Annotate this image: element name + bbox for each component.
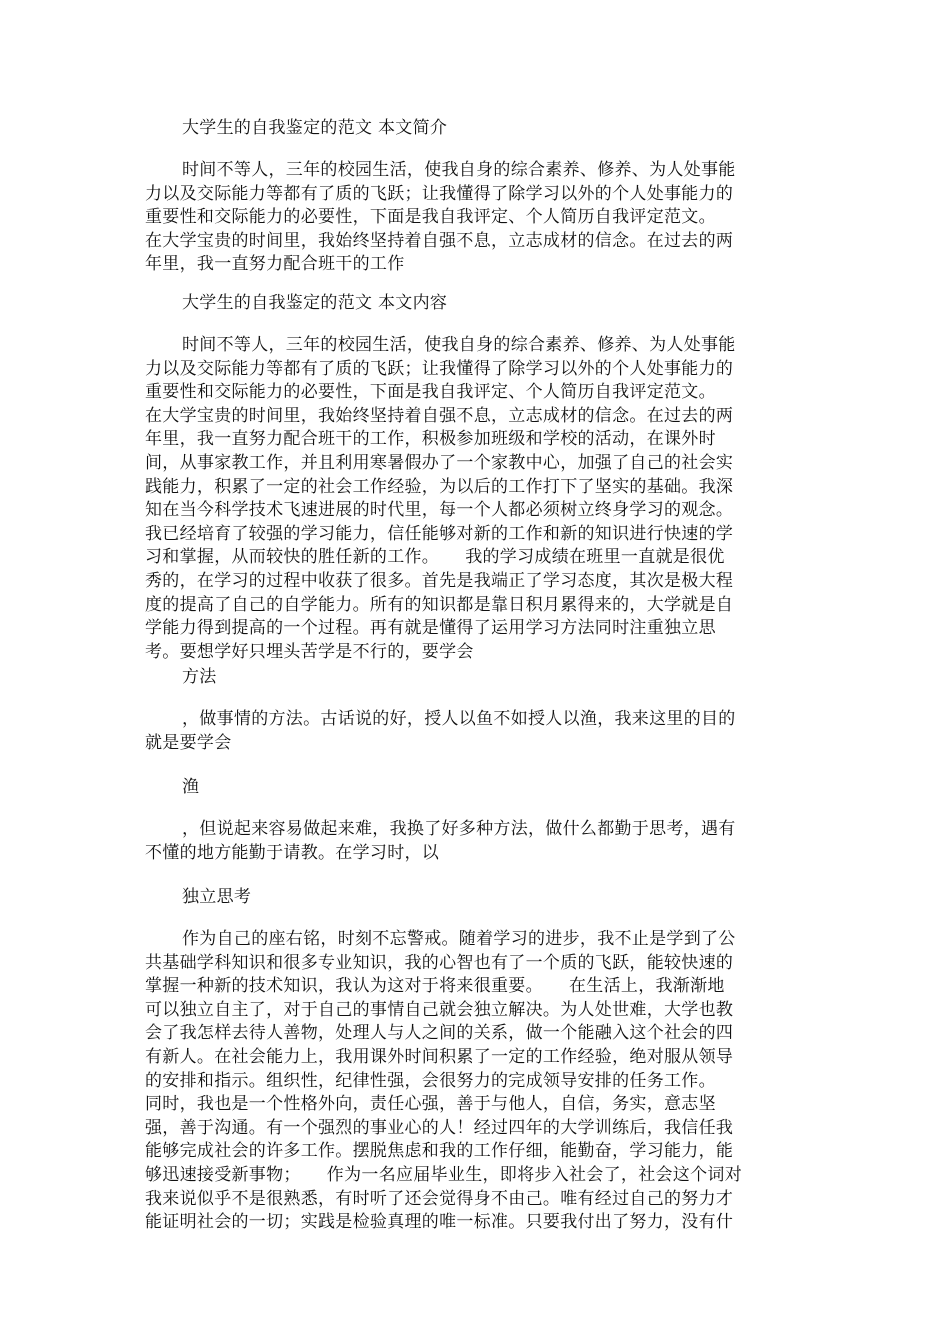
text-line: 有新人。在社会能力上，我用课外时间积累了一定的工作经验，绝对服从领导 [145, 1046, 734, 1067]
text-line: 掌握一种新的技术知识，我认为这对于将来很重要。 在生活上，我渐渐地 [145, 976, 725, 997]
term-independent-block [145, 886, 805, 910]
text-line: 力以及交际能力等都有了质的飞跃；让我懂得了除学习以外的个人处事能力的 [145, 183, 734, 204]
content-heading: 大学生的自我鉴定的范文 本文内容 [182, 293, 448, 313]
text-line: 年里，我一直努力配合班干的工作 [145, 254, 405, 275]
term-fishing-block [145, 776, 805, 800]
intro-heading-block [145, 117, 805, 141]
text-line: 度的提高了自己的自学能力。所有的知识都是靠日积月累得来的，大学就是自 [145, 594, 734, 615]
text-line: 践能力，积累了一定的社会工作经验，为以后的工作打下了坚实的基础。我深 [145, 476, 734, 497]
text-line: 作为自己的座右铭，时刻不忘警戒。随着学习的进步，我不止是学到了公 [182, 929, 736, 949]
text-line: 考。要想学好只埋头苦学是不行的，要学会 [145, 641, 474, 662]
text-line: 知在当今科学技术飞速进展的时代里，每一个人都必须树立终身学习的观念。 [145, 500, 734, 521]
final-paragraph [145, 928, 805, 1235]
text-line: 强，善于沟通。有一个强烈的事业心的人！经过四年的大学训练后，我信任我 [145, 1117, 734, 1138]
text-line: ，做事情的方法。古话说的好，授人以鱼不如授人以渔，我来这里的目的 [182, 709, 736, 729]
text-line: 能够完成社会的许多工作。摆脱焦虑和我的工作仔细，能勤奋，学习能力，能 [145, 1141, 734, 1162]
text-line: 重要性和交际能力的必要性，下面是我自我评定、个人简历自我评定范文。 [145, 207, 716, 228]
text-line: 在大学宝贵的时间里，我始终坚持着自强不息，立志成材的信念。在过去的两 [145, 405, 734, 426]
text-line: 秀的，在学习的过程中收获了很多。首先是我端正了学习态度，其次是极大程 [145, 570, 734, 591]
text-line: 我已经培育了较强的学习能力，信任能够对新的工作和新的知识进行快速的学 [145, 523, 734, 544]
content-heading-block [145, 292, 805, 316]
text-line: 能证明社会的一切；实践是检验真理的唯一标准。只要我付出了努力，没有什 [145, 1212, 734, 1233]
term-method: 方法 [182, 667, 217, 687]
text-line: 重要性和交际能力的必要性，下面是我自我评定、个人简历自我评定范文。 [145, 382, 716, 403]
text-line: 共基础学科知识和很多专业知识，我的心智也有了一个质的飞跃，能较快速的 [145, 952, 734, 973]
term-fishing: 渔 [182, 777, 200, 797]
text-line: 我来说似乎不是很熟悉，有时听了还会觉得身不由己。唯有经过自己的努力才 [145, 1188, 734, 1209]
intro-paragraph [145, 159, 805, 277]
text-line: 时间不等人，三年的校园生活，使我自身的综合素养、修养、为人处事能 [182, 160, 736, 180]
text-line: 年里，我一直努力配合班干的工作，积极参加班级和学校的活动，在课外时 [145, 429, 716, 450]
text-line: 可以独立自主了，对于自己的事情自己就会独立解决。为人处世难，大学也教 [145, 999, 734, 1020]
text-line: 力以及交际能力等都有了质的飞跃；让我懂得了除学习以外的个人处事能力的 [145, 358, 734, 379]
fishing-paragraph [145, 818, 805, 865]
content-paragraph [145, 334, 805, 664]
text-line: 在大学宝贵的时间里，我始终坚持着自强不息，立志成材的信念。在过去的两 [145, 230, 734, 251]
text-line: 会了我怎样去待人善物，处理人与人之间的关系，做一个能融入这个社会的四 [145, 1023, 734, 1044]
text-line: 不懂的地方能勤于请教。在学习时，以 [145, 842, 440, 863]
text-line: ，但说起来容易做起来难，我换了好多种方法，做什么都勤于思考，遇有 [182, 819, 736, 839]
text-line: 时间不等人，三年的校园生活，使我自身的综合素养、修养、为人处事能 [182, 335, 736, 355]
intro-heading: 大学生的自我鉴定的范文 本文简介 [182, 118, 448, 138]
text-line: 间，从事家教工作，并且利用寒暑假办了一个家教中心，加强了自己的社会实 [145, 452, 734, 473]
text-line: 的安排和指示。组织性，纪律性强，会很努力的完成领导安排的任务工作。 [145, 1070, 716, 1091]
text-line: 够迅速接受新事物； 作为一名应届毕业生，即将步入社会了，社会这个词对 [145, 1164, 742, 1185]
text-line: 学能力得到提高的一个过程。再有就是懂得了运用学习方法同时注重独立思 [145, 618, 716, 639]
term-method-block [145, 666, 805, 690]
method-paragraph [145, 708, 805, 755]
text-line: 同时，我也是一个性格外向，责任心强，善于与他人，自信，务实，意志坚 [145, 1094, 716, 1115]
term-independent: 独立思考 [182, 887, 252, 907]
text-line: 习和掌握，从而较快的胜任新的工作。 我的学习成绩在班里一直就是很优 [145, 547, 725, 568]
text-line: 就是要学会 [145, 732, 232, 753]
